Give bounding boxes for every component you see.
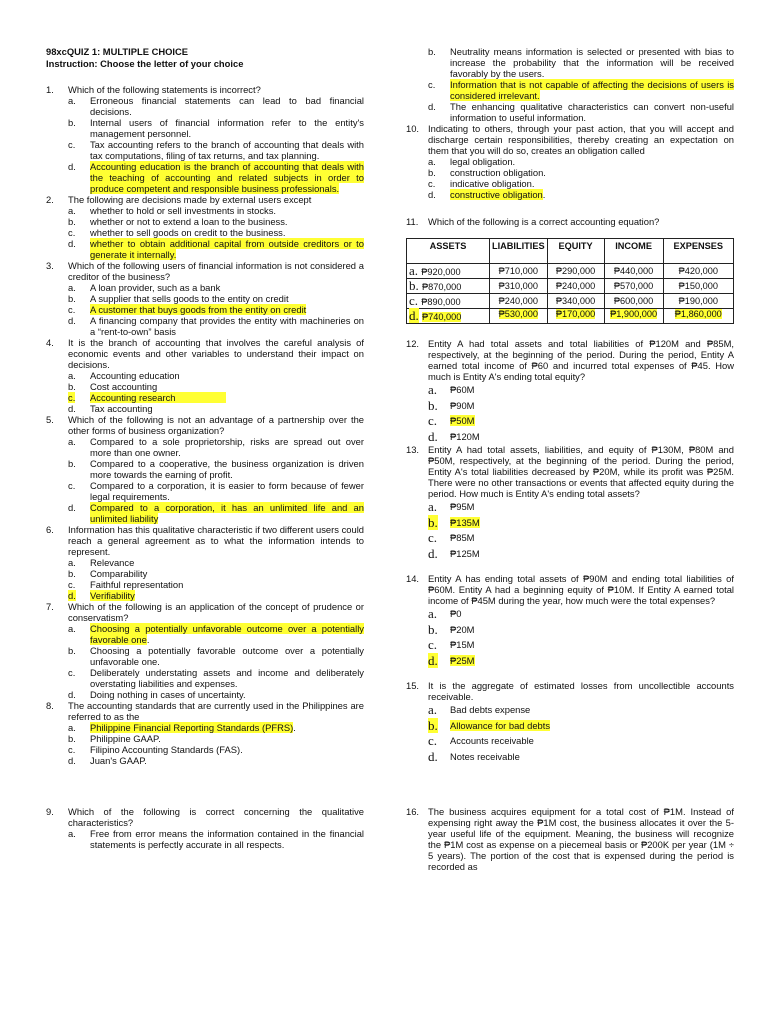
- option-6b[interactable]: b. Comparability: [68, 568, 148, 579]
- option-12d[interactable]: d. ₱120M: [428, 428, 480, 444]
- question-text: Indicating to others, through your past action, that you will accept and discharge certain responsibilities, thereby creating an expectation on them that you will do so, creates an obligation called: [428, 123, 734, 156]
- option-8c[interactable]: c. Filipino Accounting Standards (FAS).: [68, 744, 243, 755]
- table-row-highlighted[interactable]: d. ₱740,000 ₱530,000 ₱170,000 ₱1,900,000 ₱1,860,000: [407, 309, 734, 324]
- option-5c[interactable]: c. Compared to a corporation, it is easier to form because of fewer legal requirements.: [68, 480, 364, 502]
- question-6: 6. Information has this qualitative characteristic if two different users could reach a general agreement as to what the information intends to represent. a. Relevance b. Comparability c. Faithful representation d. Verifiability: [46, 524, 364, 601]
- right-column: [406, 46, 734, 872]
- question-7: 7. Which of the following is an application of the concept of prudence or conservatism? a. Choosing a potentially unfavorable outcome over a potentially favorable one. b. Choosing a potentially favorable outcome over a potentially unfavorable one. c. Deliberately understating assets and income and deliberately overstating liabilities and expenses. d. Doing nothing in cases of uncertainty.: [46, 601, 364, 700]
- instruction: Instruction: Choose the letter of your choice: [46, 58, 244, 69]
- option-10c[interactable]: c. indicative obligation.: [428, 178, 535, 189]
- col-header: EQUITY: [547, 239, 604, 264]
- col-header: INCOME: [604, 239, 663, 264]
- highlighted-answer: ₱135M: [450, 516, 480, 528]
- accounting-equation-table: [406, 238, 734, 324]
- option-5b[interactable]: b. Compared to a cooperative, the business organization is driven more towards the earning of profit.: [68, 458, 364, 480]
- question-16: 16. The business acquires equipment for a total cost of ₱1M. Instead of expensing right away the ₱1M cost, the business allocates it over the 5-year useful life of the equipment. Meaning, the business will recognize the ₱1M cost as expense on a piecemeal basis or ₱200K per year (1M ÷ 5 years). The portion of the cost that is expensed during the period is recorded as: [406, 806, 734, 872]
- option-3b[interactable]: b. A supplier that sells goods to the entity on credit: [68, 293, 289, 304]
- option-1c[interactable]: c. Tax accounting refers to the branch of accounting that deals with tax computations, filing of tax returns, and tax planning.: [68, 139, 364, 161]
- question-text: Entity A has ending total assets of ₱90M and ending total liabilities of ₱60M. Entity A had a beginning equity of ₱10M. If Entity A earned total income of ₱45M during the year, how much were the total expenses?: [428, 573, 734, 606]
- option-12c[interactable]: c. ₱50M: [428, 413, 475, 428]
- option-9d[interactable]: d. The enhancing qualitative characteristics can convert non-useful information to useful information.: [428, 101, 734, 123]
- option-10d[interactable]: d. constructive obligation.: [428, 189, 546, 200]
- question-text: Entity A had total assets, liabilities, and equity of ₱130M, ₱80M and ₱50M, respectively, at the beginning of the period. During the period, Entity A's total liabilities decreased by ₱20M, while its profit was ₱25M. There were no other transactions or events that affected equity during the period. How much is Entity A's ending total assets?: [428, 444, 734, 499]
- question-9: 9. Which of the following is correct concerning the qualitative characteristics? a. Free from error means the information contained in the financial statements is perfectly accurate in all respects.: [46, 806, 364, 850]
- question-text: It is the aggregate of estimated losses from uncollectible accounts receivable.: [428, 680, 734, 702]
- option-5d[interactable]: d. Compared to a corporation, it has an unlimited life and an unlimited liability: [68, 502, 364, 524]
- question-14: 14. Entity A has ending total assets of ₱90M and ending total liabilities of ₱60M. Entity A had a beginning equity of ₱10M. If Entity A earned total income of ₱45M during the year, how much were the total expenses? a. ₱0 b. ₱20M c. ₱15M d. ₱25M: [406, 573, 734, 668]
- option-12a[interactable]: a. ₱60M: [428, 382, 475, 397]
- question-text: Which of the following is an application of the concept of prudence or conservatism?: [68, 601, 364, 623]
- question-9-continued: [406, 46, 734, 123]
- option-2a[interactable]: a. whether to hold or sell investments in stocks.: [68, 205, 277, 216]
- option-13c[interactable]: c. ₱85M: [428, 530, 475, 545]
- option-14c[interactable]: c. ₱15M: [428, 637, 475, 652]
- question-text: Which of the following statements is incorrect?: [68, 84, 261, 95]
- question-text: Which of the following users of financial information is not considered a creditor of the business?: [68, 260, 364, 282]
- question-15: 15. It is the aggregate of estimated losses from uncollectible accounts receivable. a. Bad debts expense b. Allowance for bad debts c. Accounts receivable d. Notes receivable: [406, 680, 734, 764]
- highlighted-answer: constructive obligation: [450, 189, 543, 200]
- question-text: Which of the following is a correct accounting equation?: [428, 216, 660, 227]
- option-4a[interactable]: a. Accounting education: [68, 370, 180, 381]
- option-3c[interactable]: c. A customer that buys goods from the entity on credit: [68, 304, 307, 315]
- option-15b[interactable]: b. Allowance for bad debts: [428, 717, 551, 733]
- option-5a[interactable]: a. Compared to a sole proprietorship, risks are spread out over more than one owner.: [68, 436, 364, 458]
- question-text: Information has this qualitative characteristic if two different users could reach a general agreement as to what the information intends to represent.: [68, 524, 364, 557]
- option-8d[interactable]: d. Juan's GAAP.: [68, 755, 147, 766]
- question-1: 1. Which of the following statements is incorrect? a. Erroneous financial statements can lead to bad financial decisions. b. Internal users of financial information refer to the entity's management personnel. c. Tax accounting refers to the branch of accounting that deals with tax computations, filing of tax returns, and tax planning. d. Accounting education is the branch of accounting that deals with the teaching of accounting and related subjects in order to produce competent and responsible business professionals.: [46, 84, 364, 194]
- option-14d[interactable]: d. ₱25M: [428, 652, 475, 668]
- table-row[interactable]: a. ₱920,000 ₱710,000 ₱290,000 ₱440,000 ₱420,000: [407, 264, 734, 279]
- question-text: Which of the following is not an advantage of a partnership over the other forms of business organization?: [68, 414, 364, 436]
- highlighted-answer: ₱50M: [450, 415, 475, 426]
- table-row[interactable]: b. ₱870,000 ₱310,000 ₱240,000 ₱570,000 ₱150,000: [407, 279, 734, 294]
- option-10b[interactable]: b. construction obligation.: [428, 167, 546, 178]
- option-13d[interactable]: d. ₱125M: [428, 545, 480, 561]
- question-text: The accounting standards that are currently used in the Philippines are referred to as the: [68, 700, 364, 722]
- question-3: 3. Which of the following users of financial information is not considered a creditor of the business? a. A loan provider, such as a bank b. A supplier that sells goods to the entity on credit c. A customer that buys goods from the entity on credit d. A financing company that provides the entity with machineries on a “rent-to-own” basis: [46, 260, 364, 337]
- option-7d[interactable]: d. Doing nothing in cases of uncertainty.: [68, 689, 246, 700]
- highlighted-answer: Verifiability: [90, 590, 135, 601]
- option-13b[interactable]: b. ₱135M: [428, 514, 480, 530]
- question-10: 10. Indicating to others, through your past action, that you will accept and discharge certain responsibilities, thereby creating an expectation on them that you will do so, creates an obligation called a. legal obligation. b. construction obligation. c. indicative obligation. d. constructive obligation.: [406, 123, 734, 200]
- col-header: ASSETS: [407, 239, 490, 264]
- option-4d[interactable]: d. Tax accounting: [68, 403, 153, 414]
- highlighted-answer: Philippine Financial Reporting Standards (PFRS): [90, 722, 294, 733]
- table-header-row: [407, 239, 734, 264]
- highlighted-answer: ₱25M: [450, 654, 475, 666]
- quiz-title: 98xcQUIZ 1: MULTIPLE CHOICE: [46, 46, 189, 57]
- col-header: EXPENSES: [663, 239, 733, 264]
- option-9c[interactable]: c. Information that is not capable of affecting the decisions of users is considered irrelevant.: [428, 79, 734, 101]
- highlighted-answer: A customer that buys goods from the entity on credit: [90, 304, 307, 315]
- option-6c[interactable]: c. Faithful representation: [68, 579, 184, 590]
- option-4b[interactable]: b. Cost accounting: [68, 381, 158, 392]
- option-8a[interactable]: a. Philippine Financial Reporting Standards (PFRS).: [68, 722, 296, 733]
- option-13a[interactable]: a. ₱95M: [428, 499, 475, 514]
- left-column: [46, 46, 364, 850]
- option-6a[interactable]: a. Relevance: [68, 557, 135, 568]
- option-8b[interactable]: b. Philippine GAAP.: [68, 733, 161, 744]
- question-text: Which of the following is correct concerning the qualitative characteristics?: [68, 806, 364, 828]
- option-4c[interactable]: c. Accounting research: [68, 392, 364, 403]
- col-header: LIABILITIES: [490, 239, 548, 264]
- option-7b[interactable]: b. Choosing a potentially favorable outcome over a potentially unfavorable one.: [68, 645, 364, 667]
- question-text: It is the branch of accounting that involves the careful analysis of economic events and other variables to understand their impact on decisions.: [68, 337, 364, 370]
- question-text: The business acquires equipment for a total cost of ₱1M. Instead of expensing right away the ₱1M cost, the business allocates it over the 5-year useful life of the equipment. Meaning, the business will recognize the ₱1M cost as expense on a piecemeal basis or ₱200K per year (1M ÷ 5 years). The portion of the cost that is expensed during the period is recorded as: [428, 806, 734, 872]
- highlighted-answer: Compared to a corporation, it has an unlimited life and an unlimited liability: [90, 502, 364, 524]
- option-7a[interactable]: a. Choosing a potentially unfavorable outcome over a potentially favorable one.: [68, 623, 364, 645]
- question-2: 2. The following are decisions made by external users except a. whether to hold or sell investments in stocks. b. whether or not to extend a loan to the business. c. whether to sell goods on credit to the business. d. whether to obtain additional capital from outside creditors or to generate it internally.: [46, 194, 364, 260]
- highlighted-answer: Choosing a potentially unfavorable outcome over a potentially favorable one: [90, 623, 364, 645]
- table-row[interactable]: c. ₱890,000 ₱240,000 ₱340,000 ₱600,000 ₱190,000: [407, 294, 734, 309]
- option-10a[interactable]: a. legal obligation.: [428, 156, 516, 167]
- option-3a[interactable]: a. A loan provider, such as a bank: [68, 282, 221, 293]
- highlighted-answer: Allowance for bad debts: [450, 719, 551, 731]
- option-2b[interactable]: b. whether or not to extend a loan to the business.: [68, 216, 288, 227]
- question-8: 8. The accounting standards that are currently used in the Philippines are referred to as the a. Philippine Financial Reporting Standards (PFRS). b. Philippine GAAP. c. Filipino Accounting Standards (FAS). d. Juan's GAAP.: [46, 700, 364, 766]
- option-9b[interactable]: b. Neutrality means information is selected or presented with bias to increase the probability that the information will be received favorably by the users.: [428, 46, 734, 79]
- question-11: 11. Which of the following is a correct accounting equation?: [406, 216, 660, 227]
- option-14b[interactable]: b. ₱20M: [428, 621, 475, 637]
- option-3d[interactable]: d. A financing company that provides the entity with machineries on a “rent-to-own” basis: [68, 315, 364, 337]
- question-4: 4. It is the branch of accounting that involves the careful analysis of economic events and other variables to understand their impact on decisions. a. Accounting education b. Cost accounting c. Accounting research d. Tax accounting: [46, 337, 364, 414]
- option-9a[interactable]: a. Free from error means the information contained in the financial statements is perfectly accurate in all respects.: [68, 828, 364, 850]
- highlighted-answer: Information that is not capable of affecting the decisions of users is considered irrelevant.: [450, 79, 734, 101]
- highlighted-answer: Accounting education is the branch of accounting that deals with the teaching of accounting and related subjects in order to produce competent and responsible business professionals.: [90, 161, 364, 194]
- option-7c[interactable]: c. Deliberately understating assets and income and deliberately overstating liabilities and expenses.: [68, 667, 364, 689]
- highlighted-answer: whether to obtain additional capital from outside creditors or to generate it internally.: [90, 238, 364, 260]
- option-1d[interactable]: d. Accounting education is the branch of accounting that deals with the teaching of accounting and related subjects in order to produce competent and responsible business professionals.: [68, 161, 364, 194]
- option-1a[interactable]: a. Erroneous financial statements can lead to bad financial decisions.: [68, 95, 364, 117]
- option-14a[interactable]: a. ₱0: [428, 606, 462, 621]
- option-1b[interactable]: b. Internal users of financial information refer to the entity's management personnel.: [68, 117, 364, 139]
- question-5: 5. Which of the following is not an advantage of a partnership over the other forms of business organization? a. Compared to a sole proprietorship, risks are spread out over more than one owner. b. Compared to a cooperative, the business organization is driven more towards the earning of profit. c. Compared to a corporation, it is easier to form because of fewer legal requirements. d. Compared to a corporation, it has an unlimited life and an unlimited liability: [46, 414, 364, 524]
- option-15a[interactable]: a. Bad debts expense: [428, 702, 531, 717]
- option-2d[interactable]: d. whether to obtain additional capital from outside creditors or to generate it internally.: [68, 238, 364, 260]
- option-2c[interactable]: c. whether to sell goods on credit to the business.: [68, 227, 286, 238]
- option-6d[interactable]: d. Verifiability: [68, 590, 135, 601]
- question-12: 12. Entity A had total assets and total liabilities of ₱120M and ₱85M, respectively, at the beginning of the period. During the period, Entity A earned total income of ₱60 and incurred total expenses of ₱45. How much is Entity A's ending total equity? a. ₱60M b. ₱90M c. ₱50M d. ₱120M: [406, 338, 734, 444]
- question-text: The following are decisions made by external users except: [68, 194, 312, 205]
- option-12b[interactable]: b. ₱90M: [428, 397, 475, 413]
- question-13: 13. Entity A had total assets, liabilities, and equity of ₱130M, ₱80M and ₱50M, respectively, at the beginning of the period. During the period, Entity A's total liabilities decreased by ₱20M, while its profit was ₱25M. There were no other transactions or events that affected equity during the period. How much is Entity A's ending total assets? a. ₱95M b. ₱135M c. ₱85M d. ₱125M: [406, 444, 734, 561]
- option-15d[interactable]: d. Notes receivable: [428, 748, 520, 764]
- highlighted-answer: Accounting research: [90, 392, 226, 403]
- question-text: Entity A had total assets and total liabilities of ₱120M and ₱85M, respectively, at the beginning of the period. During the period, Entity A earned total income of ₱60 and incurred total expenses of ₱45. How much is Entity A's ending total equity?: [428, 338, 734, 382]
- option-15c[interactable]: c. Accounts receivable: [428, 733, 534, 748]
